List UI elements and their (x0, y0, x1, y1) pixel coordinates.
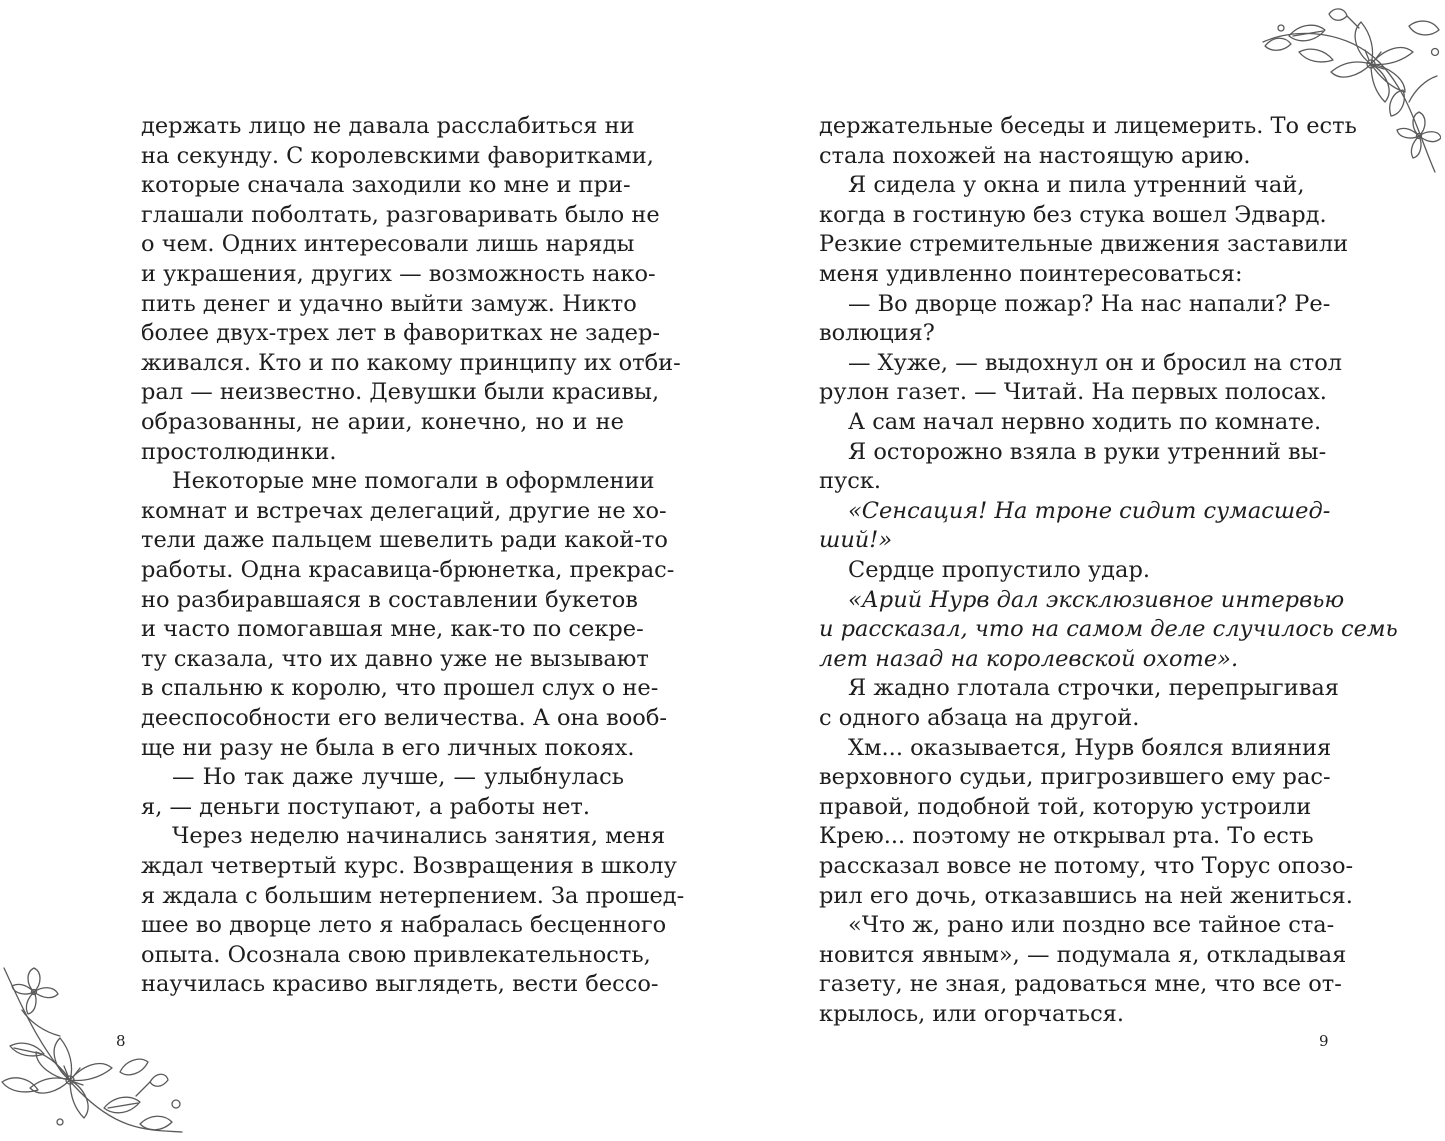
text-line: рассказал вовсе не потому, что Торус опозо- (819, 853, 1354, 879)
text-line: ший!» (819, 527, 893, 554)
text-line: — Но так даже лучше, — улыбнулась (172, 764, 624, 791)
text-line: глашали поболтать, разговаривать было не (141, 201, 660, 228)
text-line: «Арий Нурв дал эксклюзивное интервью (848, 586, 1345, 613)
text-line: «Что ж, рано или поздно все тайное ста- (848, 912, 1335, 939)
text-line: меня удивленно поинтересоваться: (819, 261, 1243, 287)
text-line: живался. Кто и по какому принципу их отби- (141, 349, 681, 376)
text-line: опыта. Осознала свою привлекательность, (141, 941, 651, 968)
page-number: 8 (116, 1032, 126, 1050)
text-line: работы. Одна красавица-брюнетка, прекрас- (141, 557, 675, 583)
text-line: Хм... оказывается, Нурв боялся влияния (848, 734, 1332, 761)
text-line: Через неделю начинались занятия, меня (172, 823, 666, 850)
text-line: ту сказала, что их давно уже не вызывают (141, 645, 649, 672)
text-line: образованны, не арии, конечно, но и не (141, 409, 624, 435)
text-line: и рассказал, что на самом деле случилось семь (819, 616, 1398, 643)
text-line: Сердце пропустило удар. (848, 557, 1151, 583)
text-line: держать лицо не давала расслабиться ни (141, 113, 635, 139)
text-line: которые сначала заходили ко мне и при- (141, 172, 631, 199)
text-line: крылось, или огорчаться. (819, 1001, 1125, 1027)
text-line: Крею... поэтому не открывал рта. То есть (819, 823, 1314, 850)
text-line: пуск. (819, 468, 882, 495)
text-line: газету, не зная, радоваться мне, что все от- (819, 971, 1342, 998)
text-line: — Во дворце пожар? На нас напали? Ре- (848, 290, 1331, 317)
text-line: стала похожей на настоящую арию. (819, 142, 1251, 169)
text-line: простолюдинки. (141, 438, 337, 465)
text-line: но разбиравшаяся в составлении букетов (141, 586, 638, 613)
text-line: лет назад на королевской охоте». (819, 645, 1239, 672)
text-line: в спальню к королю, что прошел слух о не- (141, 675, 659, 702)
text-line: верховного судьи, пригрозившего ему рас- (819, 764, 1331, 791)
text-line: А сам начал нервно ходить по комнате. (848, 409, 1322, 435)
text-line: когда в гостиную без стука вошел Эдвард. (819, 201, 1327, 228)
text-line: Я осторожно взяла в руки утренний вы- (848, 438, 1327, 465)
text-line: ще ни разу не была в его личных покоях. (141, 734, 635, 761)
text-line: Некоторые мне помогали в оформлении (172, 468, 655, 495)
text-line: с одного абзаца на другой. (819, 705, 1140, 731)
text-line: рил его дочь, отказавшись на ней жениться. (819, 882, 1353, 909)
text-line: — Хуже, — выдохнул он и бросил на стол (848, 349, 1343, 376)
text-line: рулон газет. — Читай. На первых полосах. (819, 379, 1327, 406)
text-line: научилась красиво выглядеть, вести бессо- (141, 971, 659, 998)
text-line: дееспособности его величества. А она вооб- (141, 705, 667, 731)
text-line: и часто помогавшая мне, как-то по секре- (141, 616, 644, 643)
text-line: комнат и встречах делегаций, другие не хо- (141, 497, 667, 524)
text-line: тели даже пальцем шевелить ради какой-то (141, 527, 668, 554)
text-line: Резкие стремительные движения заставили (819, 231, 1349, 258)
text-line: Я жадно глотала строчки, перепрыгивая (848, 675, 1339, 702)
text-line: я, — деньги поступают, а работы нет. (141, 793, 590, 820)
text-line: Я сидела у окна и пила утренний чай, (848, 172, 1305, 199)
text-line: рал — неизвестно. Девушки были красивы, (141, 379, 660, 406)
text-line: ждал четвертый курс. Возвращения в школу (141, 853, 677, 879)
text-line: «Сенсация! На троне сидит сумасшед- (848, 497, 1331, 524)
right-page (722, 0, 1445, 1141)
text-line: правой, подобной той, которую устроили (819, 793, 1312, 820)
text-line: о чем. Одних интересовали лишь наряды (141, 231, 635, 258)
left-page (0, 0, 722, 1141)
text-line: держательные беседы и лицемерить. То есть (819, 113, 1357, 139)
text-line: более двух-трех лет в фаворитках не задер- (141, 320, 660, 347)
text-line: шее во дворце лето я набралась бесценного (141, 912, 667, 939)
text-line: на секунду. С королевскими фаворитками, (141, 142, 654, 169)
text-line: новится явным», — подумала я, откладывая (819, 941, 1347, 968)
text-line: пить денег и удачно выйти замуж. Никто (141, 290, 637, 317)
text-line: волюция? (819, 320, 935, 347)
text-line: и украшения, других — возможность нако- (141, 261, 656, 287)
page-number: 9 (1319, 1032, 1329, 1050)
floral-corner-icon (0, 962, 185, 1141)
text-line: я ждала с большим нетерпением. За прошед- (141, 882, 685, 909)
floral-corner-icon (1259, 6, 1441, 176)
